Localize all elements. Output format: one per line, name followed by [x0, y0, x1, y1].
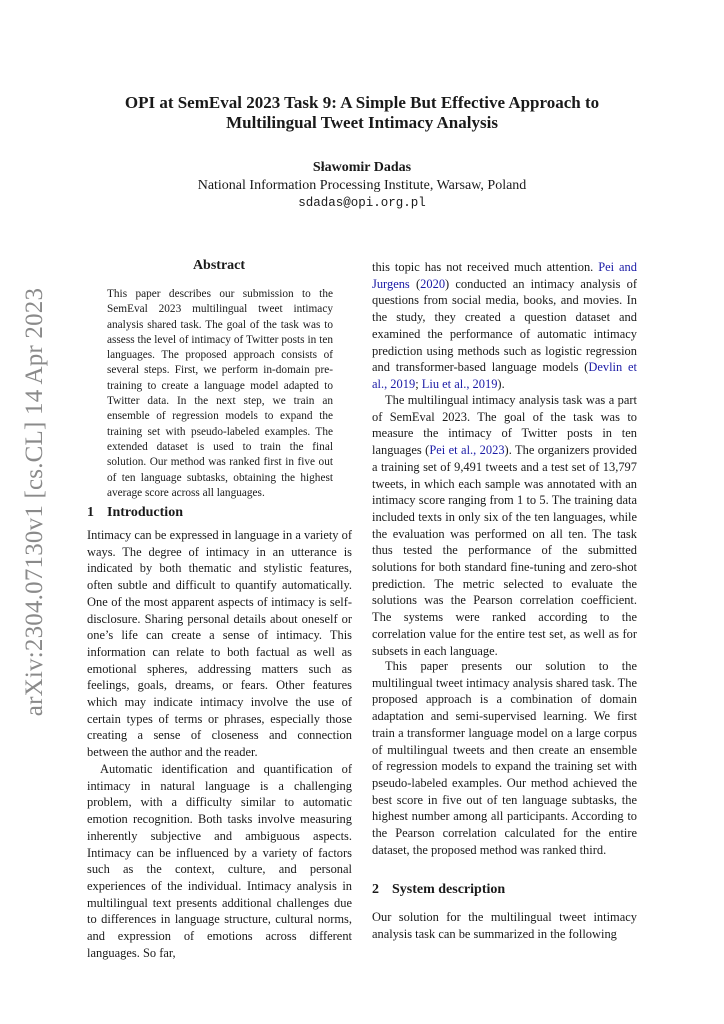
citation-link[interactable]: Devlin et al., 2019: [372, 360, 637, 391]
text-run: ).: [497, 376, 505, 391]
right-paragraph-2: [372, 392, 637, 659]
arxiv-identifier: arXiv:2304.07130v1 [cs.CL] 14 Apr 2023: [21, 287, 48, 717]
right-paragraph-1: [372, 259, 637, 393]
abstract-heading: Abstract: [192, 258, 246, 273]
intro-paragraph-2: Automatic identification and quantification of intimacy in natural language is a challenging problem, with a difficulty similar to automatic emotion recognition. Both tasks involve measuring inherently subjective and ambiguous aspects. Intimacy can be influenced by a variety of factors such as the context, culture, and personal experiences of the individual. Intimacy analysis in multilingual text presents additional challenges due to differences in language structure, cultural norms, and expression of emotions across different languages. So far,: [87, 762, 352, 960]
intro-paragraph-1: Intimacy can be expressed in language in a variety of ways. The degree of intimacy in an utterance is indicated by both thematic and stylistic features, often subtle and difficult to quantify automatically. One of the most apparent aspects of intimacy is self-disclosure. Sharing personal details about oneself or one’s life can create a sense of intimacy. This information can relate to both factual as well as emotional spheres, addressing matters such as feelings, goals, dreams, or fears. Other features which may indicate intimacy involve the use of certain types of terms or phrases, especially those creating a sense of closeness and connection between the author and the reader.: [87, 528, 352, 760]
author-name: Sławomir Dadas: [312, 160, 412, 175]
citation-link[interactable]: Liu et al., 2019: [421, 376, 498, 391]
title-line-1: OPI at SemEval 2023 Task 9: A Simple But Effective Approach to: [124, 93, 600, 112]
text-run: this topic has not received much attention.: [372, 260, 594, 274]
text-run: ) conducted an intimacy analysis of questions from social media, books, and movies. In the study, they created a question dataset and examined the performance of automatic intimacy prediction using methods such as logistic regression and transformer-based language models (: [372, 276, 638, 375]
system-paragraph-1: Our solution for the multilingual tweet intimacy analysis task can be summarized in the following: [372, 910, 637, 941]
text-run: (: [416, 276, 421, 291]
section-heading-system-description: [372, 881, 505, 899]
paper-title: [60, 93, 664, 133]
section-title: Introduction: [107, 505, 183, 520]
text-run: ). The organizers provided a training set of 9,491 tweets and a test set of 13,797 tweets, in which each sample was annotated with an intimacy score ranging from 1 to 5. The training data included texts in only six of the ten languages, while the evaluation was performed on all ten. The task thus tested the performance of the submitted solutions for both standard fine-tuning and zero-shot prediction. The metric selected to evaluate the solutions was the Pearson correlation coefficient. The systems were ranked according to the correlation value for the entire test set, as well as for subsets in each language.: [372, 443, 637, 658]
abstract-text: This paper describes our submission to the SemEval 2023 multilingual tweet intimacy analysis shared task. The goal of the task was to assess the level of intimacy of Twitter posts in ten languages. The proposed approach consists of several steps. First, we perform in-domain pre-training to create a language model adapted to Twitter data. In the next step, we train an ensemble of regression models to expand the training set with pseudo-labeled examples. The extended dataset is used to train the final solution. Our method was ranked first in five out of ten language subtasks, obtaining the highest average score across all languages.: [107, 288, 333, 499]
citation-link[interactable]: Pei et al., 2023: [429, 443, 505, 458]
text-run: The multilingual intimacy analysis task was a part of SemEval 2023. The goal of the task was to measure the intimacy of Twitter posts in ten languages (: [372, 393, 637, 458]
citation-link[interactable]: Pei and Jurgens: [372, 260, 637, 291]
citation-link[interactable]: 2020: [420, 276, 446, 291]
author-email[interactable]: sdadas@opi.org.pl: [298, 196, 426, 210]
section-title: System description: [392, 882, 506, 897]
author-affiliation: National Information Processing Institute, Warsaw, Poland: [197, 178, 527, 193]
section-number: 2: [372, 882, 379, 897]
right-paragraph-3: This paper presents our solution to the multilingual tweet intimacy analysis shared task. The proposed approach is a combination of domain adaptation and semi-supervised learning. We first train a transformer language model on a large corpus of multilingual tweets and then create an ensemble of regression models to expand the training set with pseudo-labeled examples. Our method achieved the best score in five out of ten language subtasks, the highest number among all participants. According to the Pearson correlation calculated for the entire dataset, the proposed method was ranked third.: [372, 659, 637, 857]
text-run: ;: [415, 376, 419, 391]
title-line-2: Multilingual Tweet Intimacy Analysis: [226, 113, 498, 132]
section-number: 1: [87, 505, 94, 520]
section-heading-introduction: [87, 504, 183, 522]
